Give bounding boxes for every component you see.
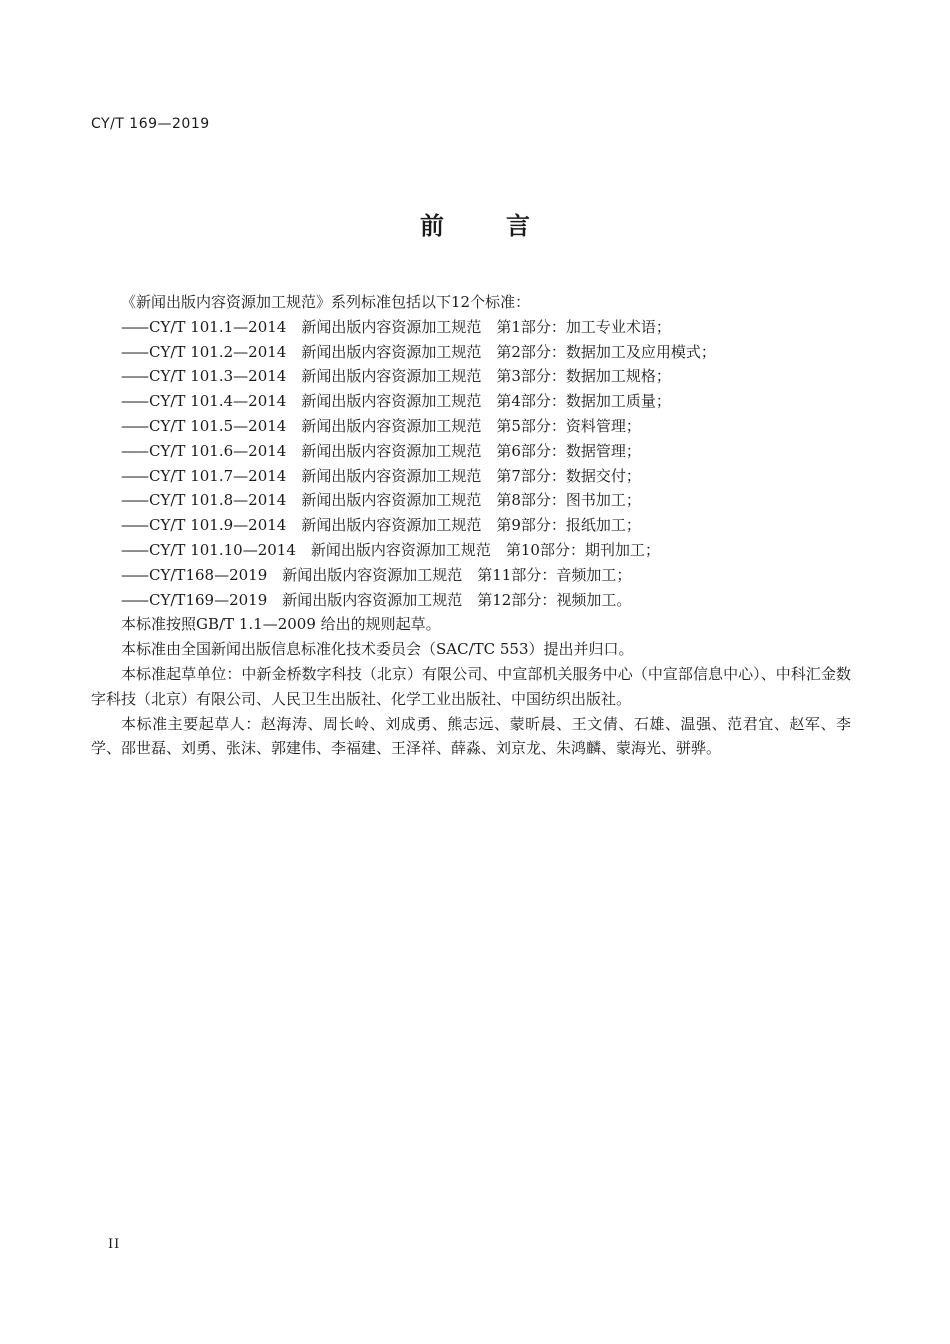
list-dash: —— xyxy=(121,590,147,609)
part-title: 第8部分：图书加工； xyxy=(496,491,641,510)
standard-list-item xyxy=(91,513,851,538)
list-dash: —— xyxy=(121,416,147,435)
series-title: 新闻出版内容资源加工规范 xyxy=(301,516,482,535)
part-title: 第3部分：数据加工规格； xyxy=(496,367,671,386)
standard-code-ref: CY/T 101.4—2014 xyxy=(149,392,287,411)
part-title: 第1部分：加工专业术语； xyxy=(496,317,671,336)
standard-list-item xyxy=(91,538,851,563)
series-title: 新闻出版内容资源加工规范 xyxy=(282,565,463,584)
title-char-2: 言 xyxy=(506,212,530,240)
standards-list xyxy=(91,315,851,613)
foreword-body xyxy=(91,290,851,761)
list-dash: —— xyxy=(121,342,147,361)
drafting-rules-paragraph: 本标准按照GB/T 1.1—2009 给出的规则起草。 xyxy=(121,615,441,634)
standard-list-item xyxy=(91,389,851,414)
standard-code-ref: CY/T 101.6—2014 xyxy=(149,441,287,460)
drafting-units-paragraph: 本标准起草单位：中新金桥数字科技（北京）有限公司、中宣部机关服务中心（中宣部信息中心）、中科汇金数字科技（北京）有限公司、人民卫生出版社、化学工业出版社、中国纺织出版社。 xyxy=(91,664,851,708)
standard-list-item xyxy=(91,563,851,588)
series-title: 新闻出版内容资源加工规范 xyxy=(301,491,482,510)
part-title: 第7部分：数据交付； xyxy=(496,466,641,485)
list-dash: —— xyxy=(121,367,147,386)
standard-code-ref: CY/T 101.8—2014 xyxy=(149,491,287,510)
part-title: 第11部分：音频加工； xyxy=(477,565,632,584)
standard-code-ref: CY/T168—2019 xyxy=(149,565,268,584)
list-dash: —— xyxy=(121,441,147,460)
standard-list-item xyxy=(91,488,851,513)
page-number: II xyxy=(108,1237,121,1252)
series-title: 新闻出版内容资源加工规范 xyxy=(301,317,482,336)
list-dash: —— xyxy=(121,317,147,336)
series-title: 新闻出版内容资源加工规范 xyxy=(301,342,482,361)
list-dash: —— xyxy=(121,491,147,510)
part-title: 第12部分：视频加工。 xyxy=(477,590,632,609)
standard-list-item xyxy=(91,588,851,613)
standard-list-item xyxy=(91,340,851,365)
proposer-paragraph: 本标准由全国新闻出版信息标准化技术委员会（SAC/TC 553）提出并归口。 xyxy=(121,640,634,659)
list-dash: —— xyxy=(121,516,147,535)
list-dash: —— xyxy=(121,565,147,584)
standard-code: CY/T 169—2019 xyxy=(91,116,210,132)
standard-code-ref: CY/T 101.2—2014 xyxy=(149,342,287,361)
standard-list-item xyxy=(91,439,851,464)
part-title: 第5部分：资料管理； xyxy=(496,416,641,435)
standard-list-item xyxy=(91,414,851,439)
page-title xyxy=(0,206,950,241)
series-title: 新闻出版内容资源加工规范 xyxy=(301,367,482,386)
standard-code-ref: CY/T 101.7—2014 xyxy=(149,466,287,485)
series-title: 新闻出版内容资源加工规范 xyxy=(282,590,463,609)
series-title: 新闻出版内容资源加工规范 xyxy=(301,392,482,411)
series-title: 新闻出版内容资源加工规范 xyxy=(301,416,482,435)
list-dash: —— xyxy=(121,392,147,411)
standard-code-ref: CY/T 101.9—2014 xyxy=(149,516,287,535)
standard-code-ref: CY/T 101.3—2014 xyxy=(149,367,287,386)
part-title: 第6部分：数据管理； xyxy=(496,441,641,460)
standard-list-item xyxy=(91,315,851,340)
drafters-paragraph: 本标准主要起草人：赵海涛、周长岭、刘成勇、熊志远、蒙昕晨、王文倩、石雄、温强、范君宜、赵军、李学、邵世磊、刘勇、张沫、郭建伟、李福建、王泽祥、薛淼、刘京龙、朱鸿麟、蒙海光、骈骅。 xyxy=(91,714,851,758)
standard-list-item xyxy=(91,464,851,489)
series-title: 新闻出版内容资源加工规范 xyxy=(301,441,482,460)
series-title: 新闻出版内容资源加工规范 xyxy=(310,540,491,559)
part-title: 第10部分：期刊加工； xyxy=(505,540,660,559)
standard-code-ref: CY/T 101.5—2014 xyxy=(149,416,287,435)
intro-paragraph: 《新闻出版内容资源加工规范》系列标准包括以下12个标准： xyxy=(121,293,531,311)
standard-list-item xyxy=(91,364,851,389)
standard-code-ref: CY/T 101.1—2014 xyxy=(149,317,287,336)
part-title: 第9部分：报纸加工； xyxy=(496,516,641,535)
standard-code-ref: CY/T169—2019 xyxy=(149,590,268,609)
title-char-1: 前 xyxy=(420,212,444,240)
list-dash: —— xyxy=(121,540,147,559)
series-title: 新闻出版内容资源加工规范 xyxy=(301,466,482,485)
part-title: 第4部分：数据加工质量； xyxy=(496,392,671,411)
list-dash: —— xyxy=(121,466,147,485)
standard-code-ref: CY/T 101.10—2014 xyxy=(149,540,296,559)
part-title: 第2部分：数据加工及应用模式； xyxy=(496,342,716,361)
